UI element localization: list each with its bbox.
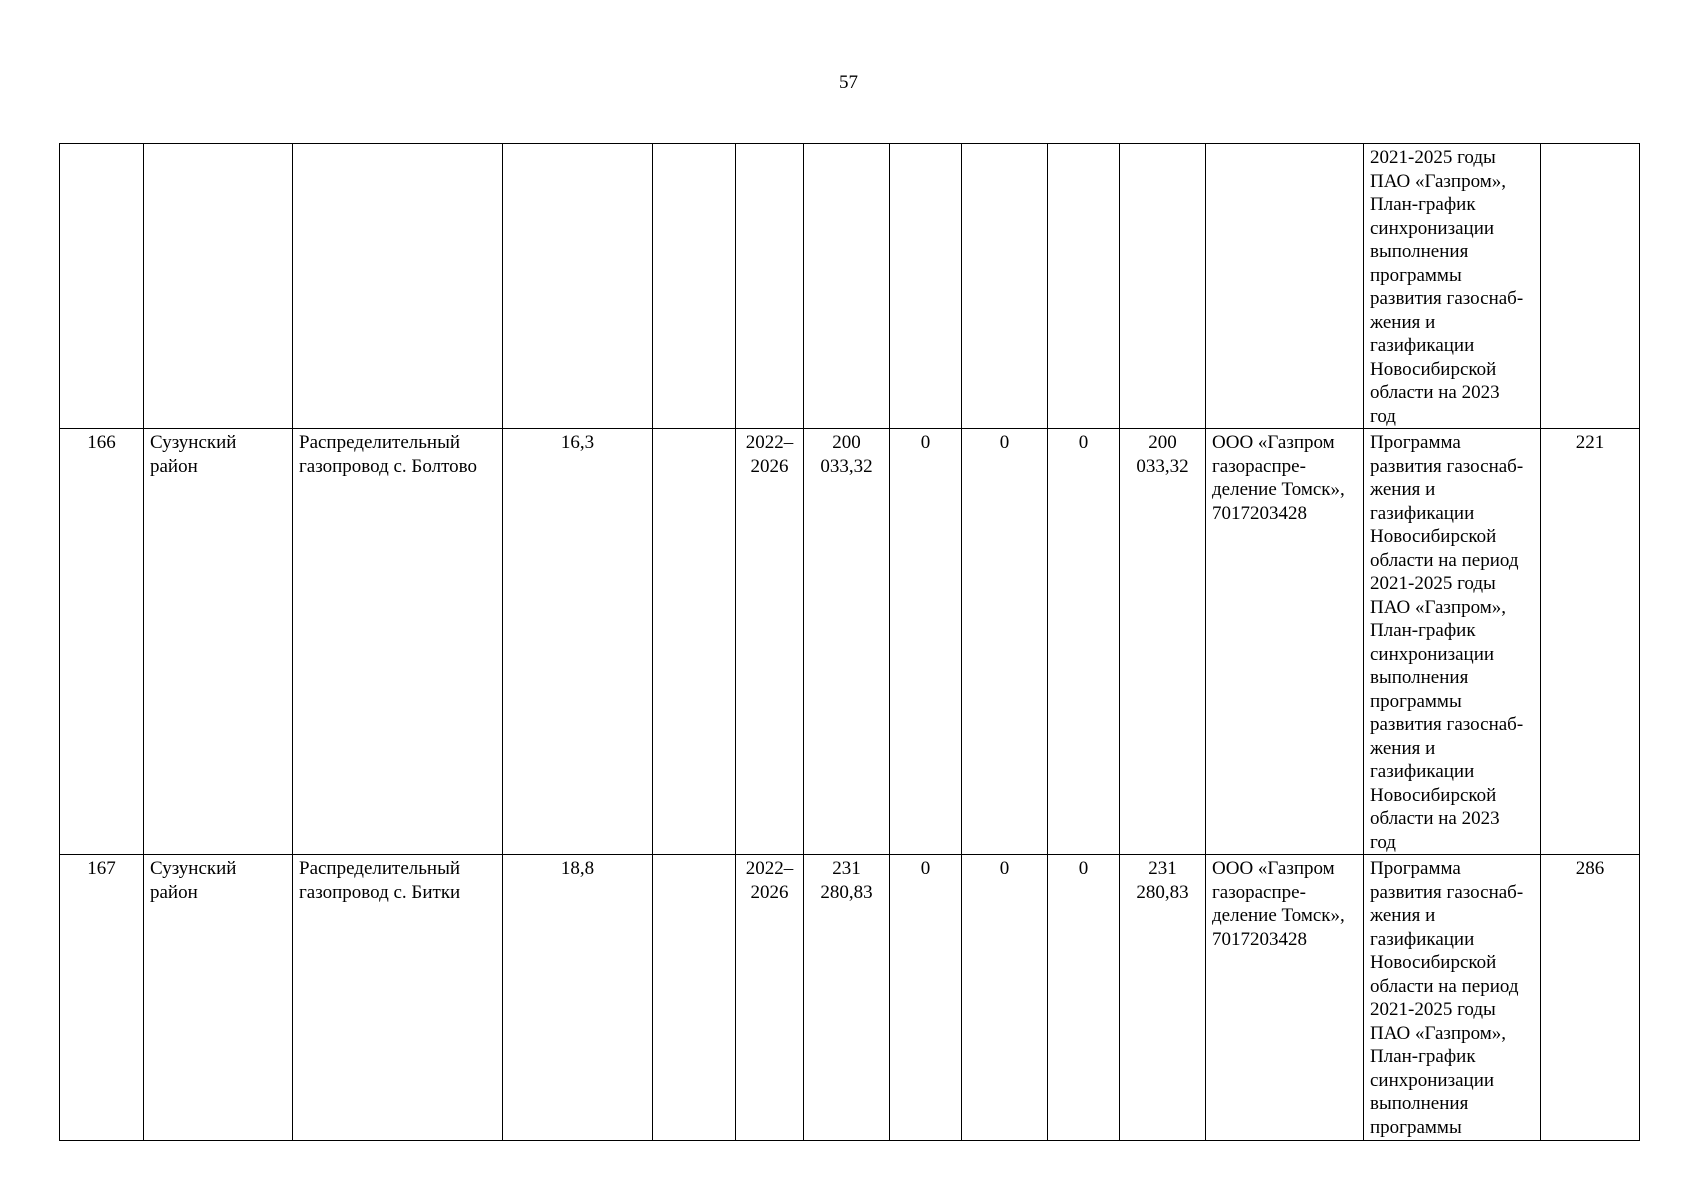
cell-num: 167 — [60, 855, 144, 1141]
cell-c10: 0 — [1048, 429, 1120, 855]
cell-last — [1541, 144, 1640, 429]
cell-c8 — [890, 144, 962, 429]
cell-c11: 231 280,83 — [1120, 855, 1206, 1141]
cell-total: 200 033,32 — [804, 429, 890, 855]
cell-total: 231 280,83 — [804, 855, 890, 1141]
cell-operator — [1206, 144, 1364, 429]
table-row — [60, 144, 1640, 429]
cell-operator: ООО «Газпром газораспре- деление Томск», 7017203428 — [1206, 429, 1364, 855]
cell-basis: Программа развития газоснаб- жения и газификации Новосибирской области на период 2021-2025 годы ПАО «Газпром», План-график синхронизации выполнения программы развития газоснаб- жения и газификации Новосибирской области на 2023 год — [1364, 429, 1541, 855]
cell-col5 — [653, 144, 736, 429]
table-row — [60, 855, 1640, 1141]
cell-object — [293, 144, 503, 429]
cell-district: Сузунский район — [144, 855, 293, 1141]
table-row — [60, 429, 1640, 855]
cell-c9: 0 — [962, 429, 1048, 855]
cell-length: 16,3 — [503, 429, 653, 855]
cell-last: 286 — [1541, 855, 1640, 1141]
cell-num: 166 — [60, 429, 144, 855]
page-number: 57 — [839, 72, 858, 93]
cell-period: 2022– 2026 — [736, 429, 804, 855]
cell-basis: Программа развития газоснаб- жения и газификации Новосибирской области на период 2021-2025 годы ПАО «Газпром», План-график синхронизации выполнения программы — [1364, 855, 1541, 1141]
cell-period: 2022– 2026 — [736, 855, 804, 1141]
cell-operator: ООО «Газпром газораспре- деление Томск», 7017203428 — [1206, 855, 1364, 1141]
cell-c10 — [1048, 144, 1120, 429]
cell-col5 — [653, 855, 736, 1141]
cell-c9 — [962, 144, 1048, 429]
cell-district — [144, 144, 293, 429]
cell-total — [804, 144, 890, 429]
cell-c8: 0 — [890, 855, 962, 1141]
cell-c11: 200 033,32 — [1120, 429, 1206, 855]
cell-length — [503, 144, 653, 429]
cell-length: 18,8 — [503, 855, 653, 1141]
cell-object: Распределительный газопровод с. Болтово — [293, 429, 503, 855]
cell-district: Сузунский район — [144, 429, 293, 855]
cell-c8: 0 — [890, 429, 962, 855]
cell-c9: 0 — [962, 855, 1048, 1141]
cell-c10: 0 — [1048, 855, 1120, 1141]
cell-object: Распределительный газопровод с. Битки — [293, 855, 503, 1141]
cell-period — [736, 144, 804, 429]
cell-num — [60, 144, 144, 429]
gasification-table — [59, 143, 1640, 1141]
cell-basis: 2021-2025 годы ПАО «Газпром», План-график синхронизации выполнения программы развития газоснаб- жения и газификации Новосибирской области на 2023 год — [1364, 144, 1541, 429]
cell-last: 221 — [1541, 429, 1640, 855]
cell-col5 — [653, 429, 736, 855]
cell-c11 — [1120, 144, 1206, 429]
